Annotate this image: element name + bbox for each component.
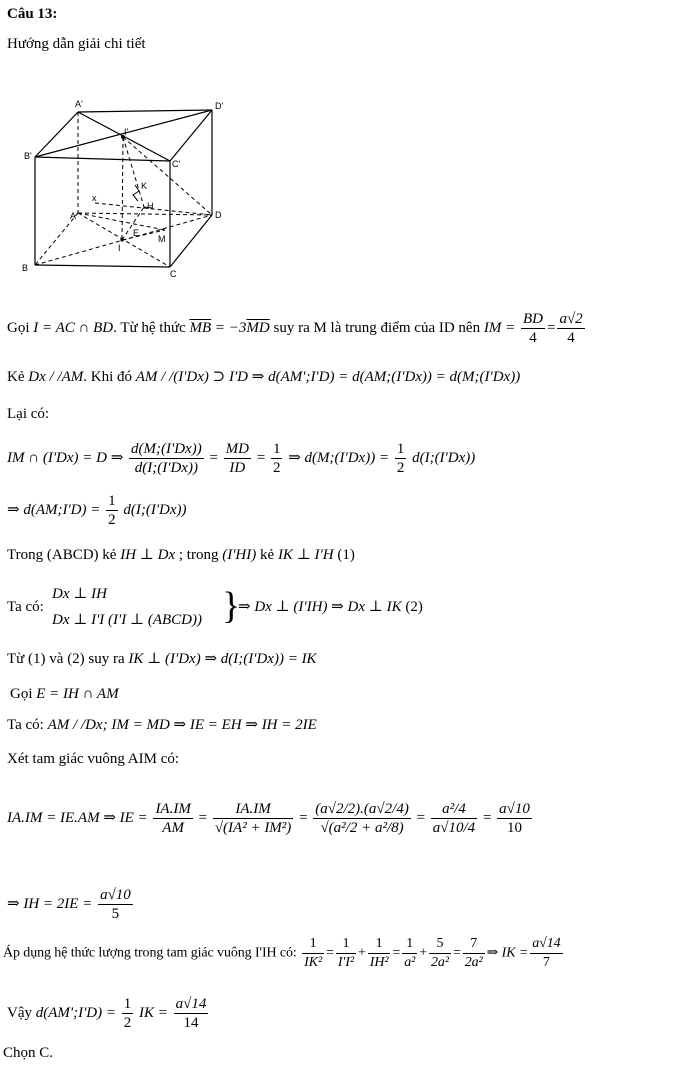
- line-15: Vậy d(AM';I'D) = $\frac{1}{2}$ IK = $\frac{a√14}{14}$: [7, 996, 207, 1031]
- label-C-prime: C': [172, 159, 181, 169]
- line-2: Kẻ Dx / /AM. Khi đó AM / /(I'Dx) ⊃ I'D ⇒ d(AM';I'D) = d(AM;(I'Dx)) = d(M;(I'Dx)): [7, 369, 521, 385]
- line-5: ⇒ d(AM;I'D) = $\frac{1}{2}$ d(I;(I'Dx)): [7, 493, 187, 528]
- label-B-prime: B': [24, 151, 32, 161]
- label-D: D: [215, 210, 222, 220]
- line-14: Áp dụng hệ thức lượng trong tam giác vuông I'IH có: $\frac{1}{\text{IK²}}$ = $\frac{1}{\text{I'I²}}$ + $\frac{1}{\text{IH²}}$ = $\frac{1}{\text{a²}}$ + $\frac{5}{\text{2a²}}$ = $\frac{7}{\text{2a²}}$ ⇒ IK = $\frac{a√14}{7}$: [3, 936, 561, 970]
- label-D-prime: D': [215, 101, 224, 111]
- line-9: Gọi E = IH ∩ AM: [10, 686, 119, 702]
- label-C: C: [170, 269, 177, 279]
- line-13: ⇒ IH = 2IE = $\frac{a√10}{5}$: [7, 887, 131, 922]
- line-3: Lại có:: [7, 406, 50, 422]
- label-A-prime: A': [75, 99, 83, 109]
- line-7-label: Ta có:: [7, 599, 44, 615]
- label-I-prime: I': [124, 127, 129, 137]
- line-7-result: ⇒ Dx ⊥ (I'IH) ⇒ Dx ⊥ IK (2): [238, 599, 423, 615]
- label-A: A: [70, 211, 77, 221]
- label-x: x: [92, 193, 97, 203]
- solution-subtitle: Hướng dẫn giải chi tiết: [7, 36, 146, 52]
- line-10: Ta có: AM / /Dx; IM = MD ⇒ IE = EH ⇒ IH = 2IE: [7, 717, 317, 733]
- line-8: Từ (1) và (2) suy ra IK ⊥ (I'Dx) ⇒ d(I;(I'Dx)) = IK: [7, 651, 317, 667]
- line-4: IM ∩ (I'Dx) = D ⇒ $\frac{d(M;(I'Dx))}{d(I;(I'Dx))}$ = $\frac{MD}{ID}$ = $\frac{1}{2}$ ⇒ d(M;(I'Dx)) = $\frac{1}{2}$ d(I;(I'Dx)): [7, 441, 476, 476]
- label-K: K: [141, 181, 148, 191]
- line-7-row2: Dx ⊥ I'I (I'I ⊥ (ABCD)): [52, 612, 202, 628]
- line-7-row1: Dx ⊥ IH: [52, 586, 107, 602]
- label-I: I: [118, 243, 121, 253]
- question-number: Câu 13:: [7, 6, 58, 22]
- label-M: M: [158, 234, 166, 244]
- label-H: H: [147, 201, 154, 211]
- line-6: Trong (ABCD) kẻ IH ⊥ Dx ; trong (I'HI) kẻ IK ⊥ I'H (1): [7, 547, 355, 563]
- line-11: Xét tam giác vuông AIM có:: [7, 751, 180, 767]
- line-12: IA.IM = IE.AM ⇒ IE = $\frac{IA.IM}{AM}$ = $\frac{IA.IM}{\text{√(IA² + IM²)}}$ = $\frac{(a√2/2).(a√2/4)}{\text{√(a²/2 + a²/8)}}$ = $\frac{\text{a²/4}}{a√10/4}$ = $\frac{a√10}{10}$: [7, 801, 530, 836]
- line-7-brace: }: [222, 585, 241, 627]
- label-B: B: [22, 263, 29, 273]
- line-1: Gọi I = AC ∩ BD. Từ hệ thức $\overline{MB} = -3\overline{MD}$ suy ra M là trung điểm của ID nên IM = $\frac{BD}{4}$ = $\frac{a√2}{4}$: [7, 311, 583, 346]
- line-16-answer: Chọn C.: [3, 1045, 54, 1061]
- label-E: E: [133, 228, 140, 238]
- geometry-figure: [20, 95, 240, 285]
